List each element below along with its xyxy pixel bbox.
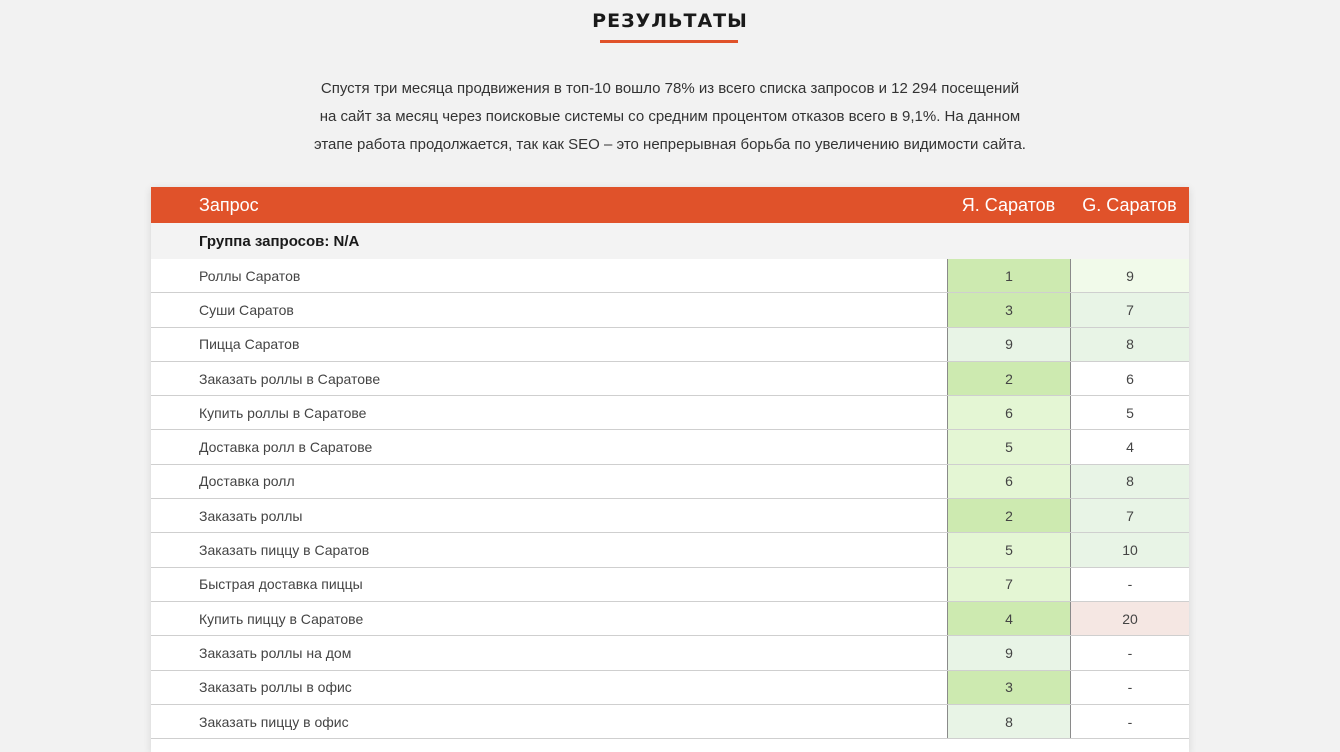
table-row xyxy=(151,533,1189,567)
header-google: G. Саратов xyxy=(1082,194,1177,215)
query-cell: Купить роллы в Саратове xyxy=(199,404,367,421)
query-cell: Купить пиццу в Саратове xyxy=(199,610,364,627)
google-position-cell: - xyxy=(1070,705,1189,738)
yandex-position-cell: 9 xyxy=(947,328,1070,361)
table-row xyxy=(151,293,1189,327)
table-row xyxy=(151,671,1189,705)
query-cell: Суши Саратов xyxy=(199,301,294,318)
google-position-cell: 9 xyxy=(1070,259,1189,292)
query-cell: Заказать пиццу в офис xyxy=(199,713,349,730)
google-position-cell: 10 xyxy=(1070,533,1189,566)
query-cell: Заказать роллы xyxy=(199,507,303,524)
yandex-position-cell: 7 xyxy=(947,568,1070,601)
intro-line: Спустя три месяца продвижения в топ-10 вошло 78% из всего списка запросов и 12 294 посещений xyxy=(320,80,1020,97)
table-row xyxy=(151,568,1189,602)
table-body xyxy=(151,259,1189,739)
yandex-position-cell: 6 xyxy=(947,396,1070,429)
yandex-position-cell: 2 xyxy=(947,362,1070,395)
google-position-cell: 7 xyxy=(1070,293,1189,326)
yandex-position-cell: 1 xyxy=(947,259,1070,292)
table-row xyxy=(151,636,1189,670)
query-cell: Пицца Саратов xyxy=(199,336,300,353)
header-yandex: Я. Саратов xyxy=(961,194,1056,215)
intro-line: этапе работа продолжается, так как SEO – это непрерывная борьба по увеличению видимости сайта. xyxy=(314,136,1026,153)
yandex-position-cell: 5 xyxy=(947,430,1070,463)
query-cell: Доставка ролл xyxy=(199,473,295,490)
google-position-cell: - xyxy=(1070,671,1189,704)
intro-line: на сайт за месяц через поисковые системы со средним процентом отказов всего в 9,1%. На данном xyxy=(319,108,1021,125)
yandex-position-cell: 3 xyxy=(947,293,1070,326)
google-position-cell: 6 xyxy=(1070,362,1189,395)
title-underline xyxy=(600,40,738,43)
yandex-position-cell: 6 xyxy=(947,465,1070,498)
query-cell: Роллы Саратов xyxy=(199,267,301,284)
query-cell: Заказать пиццу в Саратов xyxy=(199,542,370,559)
google-position-cell: 5 xyxy=(1070,396,1189,429)
google-position-cell: 20 xyxy=(1070,602,1189,635)
query-cell: Доставка ролл в Саратове xyxy=(199,439,373,456)
header-query: Запрос xyxy=(199,194,259,215)
google-position-cell: 4 xyxy=(1070,430,1189,463)
google-position-cell: 7 xyxy=(1070,499,1189,532)
yandex-position-cell: 8 xyxy=(947,705,1070,738)
yandex-position-cell: 9 xyxy=(947,636,1070,669)
group-row: Группа запросов: N/A xyxy=(151,223,1189,259)
yandex-position-cell: 2 xyxy=(947,499,1070,532)
table-row xyxy=(151,705,1189,739)
google-position-cell: 8 xyxy=(1070,465,1189,498)
google-position-cell: - xyxy=(1070,636,1189,669)
table-row xyxy=(151,465,1189,499)
google-position-cell: 8 xyxy=(1070,328,1189,361)
query-cell: Быстрая доставка пиццы xyxy=(199,576,363,593)
section-title: РЕЗУЛЬТАТЫ xyxy=(592,10,748,32)
table-header xyxy=(151,187,1189,223)
yandex-position-cell: 3 xyxy=(947,671,1070,704)
query-cell: Заказать роллы в офис xyxy=(199,679,352,696)
table-row xyxy=(151,602,1189,636)
query-cell: Заказать роллы на дом xyxy=(199,644,352,661)
table-row xyxy=(151,396,1189,430)
table-row xyxy=(151,362,1189,396)
query-cell: Заказать роллы в Саратове xyxy=(199,370,381,387)
google-position-cell: - xyxy=(1070,568,1189,601)
table-row xyxy=(151,430,1189,464)
table-row xyxy=(151,499,1189,533)
intro-text xyxy=(0,75,1340,159)
table-row xyxy=(151,328,1189,362)
yandex-position-cell: 4 xyxy=(947,602,1070,635)
results-table xyxy=(151,187,1189,752)
table-row xyxy=(151,259,1189,293)
yandex-position-cell: 5 xyxy=(947,533,1070,566)
